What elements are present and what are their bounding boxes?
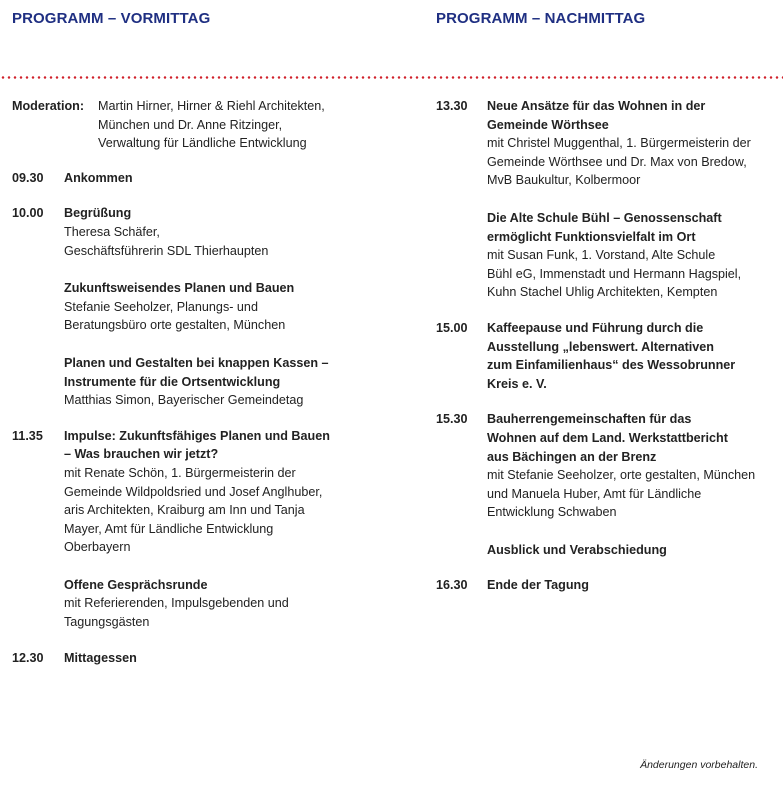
program-item-title: Zukunftsweisendes Planen und Bauen [64, 281, 295, 296]
entry-time: 15.30 [436, 412, 468, 427]
program-item-title: Ausblick und Verabschiedung [487, 542, 667, 557]
program-item [487, 541, 776, 560]
entry-time: 12.30 [12, 650, 44, 665]
dotted-divider [0, 76, 783, 79]
footnote: Änderungen vorbehalten. [640, 759, 758, 771]
entry-blocks [64, 427, 384, 632]
program-item-title: Die Alte Schule Bühl – Genossenschaft ermöglicht Funktionsvielfalt im Ort [487, 210, 722, 244]
program-item-details: Theresa Schäfer, Geschäftsführerin SDL Thierhaupten [64, 224, 269, 258]
entry-blocks [64, 649, 384, 668]
entry-blocks [64, 169, 384, 188]
program-item [64, 279, 384, 335]
schedule-entry [12, 427, 384, 632]
program-item-details: mit Susan Funk, 1. Vorstand, Alte Schule Bühl eG, Immenstadt und Hermann Hagspiel, Kuhn Stachel Uhlig Architekten, Kempten [487, 248, 742, 300]
entry-blocks [487, 410, 776, 559]
afternoon-items [436, 97, 776, 612]
schedule-entry [12, 204, 384, 409]
schedule-entry [12, 649, 384, 668]
schedule-entry [12, 169, 384, 188]
entry-time: 11.35 [12, 428, 43, 443]
program-item-title: Mittagessen [64, 650, 137, 665]
program-item-title: Ankommen [64, 170, 133, 185]
entry-time: 16.30 [436, 578, 468, 593]
program-item-details: Stefanie Seeholzer, Planungs- und Beratungsbüro orte gestalten, München [64, 299, 286, 333]
morning-items [12, 97, 384, 684]
entry-time: 13.30 [436, 99, 468, 113]
program-item-details: mit Referierenden, Impulsgebenden und Tagungsgästen [64, 596, 289, 630]
moderation [12, 97, 384, 153]
schedule-entry [436, 319, 776, 393]
program-item [64, 576, 384, 632]
program-item [64, 649, 384, 668]
entry-time: 09.30 [12, 170, 44, 185]
program-item [487, 319, 776, 393]
program-item-details: mit Renate Schön, 1. Bürgermeisterin der Gemeinde Wildpoldsried und Josef Anglhuber, aris Architekten, Kraiburg am Inn und Tanja Mayer, Amt für Ländliche Entwicklung Oberbayern [64, 465, 323, 555]
program-item [487, 209, 776, 302]
program-item-title: Bauherrengemeinschaften für das Wohnen auf dem Land. Werkstattbericht aus Bächingen an der Brenz [487, 412, 728, 464]
afternoon-heading: PROGRAMM – NACHMITTAG [436, 10, 646, 27]
program-item-title: Begrüßung [64, 206, 132, 221]
program-item-details: Matthias Simon, Bayerischer Gemeindetag [64, 393, 304, 408]
schedule-entry [436, 410, 776, 559]
morning-heading: PROGRAMM – VORMITTAG [12, 10, 211, 27]
entry-time: 15.00 [436, 320, 468, 335]
program-item-details: mit Stefanie Seeholzer, orte gestalten, München und Manuela Huber, Amt für Ländliche Entwicklung Schwaben [487, 468, 756, 520]
program-item [64, 354, 384, 410]
program-item-title: Ende der Tagung [487, 578, 589, 593]
entry-time: 10.00 [12, 206, 44, 221]
program-item [487, 97, 776, 190]
program-item [487, 410, 776, 522]
schedule-entry [436, 576, 776, 595]
program-item [64, 427, 384, 557]
morning-entries [12, 169, 384, 667]
entry-blocks [487, 576, 776, 595]
program-item-details: mit Christel Muggenthal, 1. Bürgermeisterin der Gemeinde Wörthsee und Dr. Max von Bredow, MvB Baukultur, Kolbermoor [487, 136, 751, 188]
program-item-title: Neue Ansätze für das Wohnen in der Gemeinde Wörthsee [487, 99, 706, 132]
entry-blocks [64, 204, 384, 409]
schedule-entry [436, 97, 776, 302]
program-item-title: Planen und Gestalten bei knappen Kassen – Instrumente für die Ortsentwicklung [64, 355, 329, 389]
program-item [64, 169, 384, 188]
moderation-text: Martin Hirner, Hirner & Riehl Architekten, München und Dr. Anne Ritzinger, Verwaltung für Ländliche Entwicklung [98, 99, 325, 151]
entry-blocks [487, 97, 776, 302]
program-item-title: Impulse: Zukunftsfähiges Planen und Bauen – Was brauchen wir jetzt? [64, 428, 330, 462]
moderation-label: Moderation: [12, 99, 85, 113]
afternoon-entries [436, 97, 776, 595]
program-item-title: Offene Gesprächsrunde [64, 577, 208, 592]
entry-blocks [487, 319, 776, 393]
program-item [64, 204, 384, 260]
program-item [487, 576, 776, 595]
program-item-title: Kaffeepause und Führung durch die Ausstellung „lebenswert. Alternativen zum Einfamilienhaus“ des Wessobrunner Kreis e. V. [487, 320, 736, 391]
